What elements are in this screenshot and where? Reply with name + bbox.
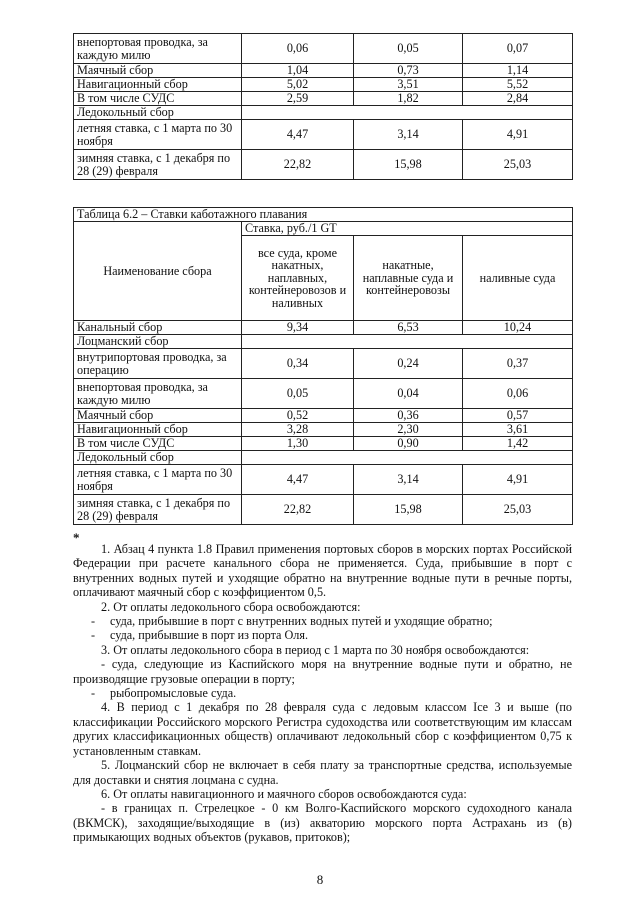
rate-value-cell: 1,42: [463, 437, 573, 451]
rate-value-cell: 22,82: [242, 150, 354, 180]
rate-value-cell: 3,14: [354, 465, 463, 495]
table-row: [74, 150, 573, 180]
rate-value-cell: 0,24: [354, 349, 463, 379]
note-list-item: [73, 614, 572, 628]
table-row: [74, 409, 573, 423]
fee-name-cell: зимняя ставка, с 1 декабря по 28 (29) февраля: [74, 495, 242, 525]
column-header-rate: Ставка, руб./1 GT: [242, 222, 573, 236]
table-row: [74, 78, 573, 92]
note-paragraph: 2. От оплаты ледокольного сбора освобождаются:: [101, 599, 361, 614]
column-header-all-ships: все суда, кроме накатных, наплавных, контейнеровозов и наливных: [242, 236, 354, 321]
table-row: [74, 437, 573, 451]
column-header-roro-containers: накатные, наплавные суда и контейнеровозы: [354, 236, 463, 321]
rate-value-cell: 2,59: [242, 92, 354, 106]
table-row: [74, 321, 573, 335]
rate-value-cell: 3,61: [463, 423, 573, 437]
footnote-mark: *: [73, 530, 80, 545]
table-caption: Таблица 6.2 – Ставки каботажного плавания: [74, 208, 573, 222]
fee-name-cell: внепортовая проводка, за каждую милю: [74, 34, 242, 64]
dash-marker: -: [91, 614, 96, 629]
note-text: суда, прибывшие в порт из порта Оля.: [110, 628, 309, 643]
rate-value-cell: 5,52: [463, 78, 573, 92]
table-row: [74, 349, 573, 379]
table-row: [74, 335, 573, 349]
note-paragraph: - суда, следующие из Каспийского моря на внутренние водные пути и обратно, не производящие грузовые операции в порту;: [73, 657, 572, 686]
rate-value-cell: 4,91: [463, 120, 573, 150]
rate-value-cell: 1,30: [242, 437, 354, 451]
table-row: [74, 64, 573, 78]
rate-value-cell: 4,47: [242, 465, 354, 495]
rate-value-cell: 2,30: [354, 423, 463, 437]
note-paragraph: 6. От оплаты навигационного и маячного сборов освобождаются суда:: [101, 786, 467, 801]
rate-value-cell: 0,06: [463, 379, 573, 409]
rate-value-cell: 1,82: [354, 92, 463, 106]
fee-name-cell: Навигационный сбор: [74, 78, 242, 92]
note-text: суда, прибывшие в порт с внутренних водных путей и уходящие обратно;: [110, 614, 493, 629]
table-row: [74, 379, 573, 409]
fee-name-cell: летняя ставка, с 1 марта по 30 ноября: [74, 465, 242, 495]
table-row: [74, 120, 573, 150]
note-list-item: [73, 686, 572, 700]
note-paragraph: - в границах п. Стрелецкое - 0 км Волго-Каспийского морского судоходного канала (ВКМСК), заходящие/выходящие в (из) акваторию морского порта Астрахань из (в) примыкающих водных объектов (рукавов, притоков);: [73, 801, 572, 845]
rate-value-cell: 1,14: [463, 64, 573, 78]
rate-value-cell: 5,02: [242, 78, 354, 92]
rate-value-cell: 2,84: [463, 92, 573, 106]
table-row: [74, 451, 573, 465]
rate-value-cell: 0,07: [463, 34, 573, 64]
rates-table-continued: [73, 33, 573, 180]
rate-value-cell: 0,37: [463, 349, 573, 379]
note-list-item: [73, 628, 572, 642]
table-row: [74, 106, 573, 120]
note-paragraph: 1. Абзац 4 пункта 1.8 Правил применения портовых сборов в морских портах Российской Федерации при расчете канального сбора не применяется. Суда, прибывшие в порт с внутренних водных путей и уходящие обратно на внутренние водные пути в речные порты, оплачивают маячный сбор с коэффициентом 0,5.: [73, 542, 572, 600]
fee-name-cell: Ледокольный сбор: [74, 451, 242, 465]
rate-value-cell: 9,34: [242, 321, 354, 335]
rate-value-cell: 25,03: [463, 150, 573, 180]
fee-name-cell: Лоцманский сбор: [74, 335, 242, 349]
rate-value-cell: 0,73: [354, 64, 463, 78]
fee-name-cell: зимняя ставка, с 1 декабря по 28 (29) февраля: [74, 150, 242, 180]
note-paragraph: 5. Лоцманский сбор не включает в себя плату за транспортные средства, используемые для доставки и снятия лоцмана с судна.: [73, 758, 572, 787]
rate-value-cell: 10,24: [463, 321, 573, 335]
fee-name-cell: Маячный сбор: [74, 64, 242, 78]
empty-cell: [242, 451, 573, 465]
column-header-name: Наименование сбора: [74, 222, 242, 321]
rate-value-cell: 0,05: [242, 379, 354, 409]
dash-marker: -: [91, 628, 96, 643]
rate-value-cell: 3,51: [354, 78, 463, 92]
dash-marker: -: [91, 686, 96, 701]
rate-value-cell: 15,98: [354, 495, 463, 525]
fee-name-cell: внепортовая проводка, за каждую милю: [74, 379, 242, 409]
fee-name-cell: внутрипортовая проводка, за операцию: [74, 349, 242, 379]
rate-value-cell: 25,03: [463, 495, 573, 525]
note-paragraph: 4. В период с 1 декабря по 28 февраля суда с ледовым классом Ice 3 и выше (по классификации Российского морского Регистра судоходства или соответствующим им классам других классификационных обществ) оплачивают ледокольный сбор с коэффициентом 0,75 к установленным ставкам.: [73, 700, 572, 758]
table-row: [74, 92, 573, 106]
rate-value-cell: 0,52: [242, 409, 354, 423]
table-row: [74, 495, 573, 525]
rate-value-cell: 4,47: [242, 120, 354, 150]
rate-value-cell: 1,04: [242, 64, 354, 78]
fee-name-cell: Маячный сбор: [74, 409, 242, 423]
rate-value-cell: 15,98: [354, 150, 463, 180]
empty-cell: [242, 335, 573, 349]
rate-value-cell: 0,57: [463, 409, 573, 423]
rate-value-cell: 0,06: [242, 34, 354, 64]
rate-value-cell: 3,28: [242, 423, 354, 437]
rate-value-cell: 3,14: [354, 120, 463, 150]
column-header-tankers: наливные суда: [463, 236, 573, 321]
fee-name-cell: летняя ставка, с 1 марта по 30 ноября: [74, 120, 242, 150]
table-row: [74, 465, 573, 495]
note-text: рыбопромысловые суда.: [110, 686, 237, 701]
notes-section: [73, 542, 572, 845]
rate-value-cell: 0,36: [354, 409, 463, 423]
rate-value-cell: 0,34: [242, 349, 354, 379]
table-row: [74, 423, 573, 437]
fee-name-cell: Канальный сбор: [74, 321, 242, 335]
rate-value-cell: 4,91: [463, 465, 573, 495]
fee-name-cell: В том числе СУДС: [74, 92, 242, 106]
coastal-rates-table: [73, 207, 573, 525]
table-row: [74, 34, 573, 64]
rate-value-cell: 0,05: [354, 34, 463, 64]
fee-name-cell: Ледокольный сбор: [74, 106, 242, 120]
empty-cell: [242, 106, 573, 120]
rate-value-cell: 22,82: [242, 495, 354, 525]
rate-value-cell: 0,90: [354, 437, 463, 451]
page-number: 8: [316, 872, 324, 887]
rate-value-cell: 0,04: [354, 379, 463, 409]
note-paragraph: 3. От оплаты ледокольного сбора в период с 1 марта по 30 ноября освобождаются:: [101, 642, 530, 657]
rate-value-cell: 6,53: [354, 321, 463, 335]
fee-name-cell: В том числе СУДС: [74, 437, 242, 451]
fee-name-cell: Навигационный сбор: [74, 423, 242, 437]
